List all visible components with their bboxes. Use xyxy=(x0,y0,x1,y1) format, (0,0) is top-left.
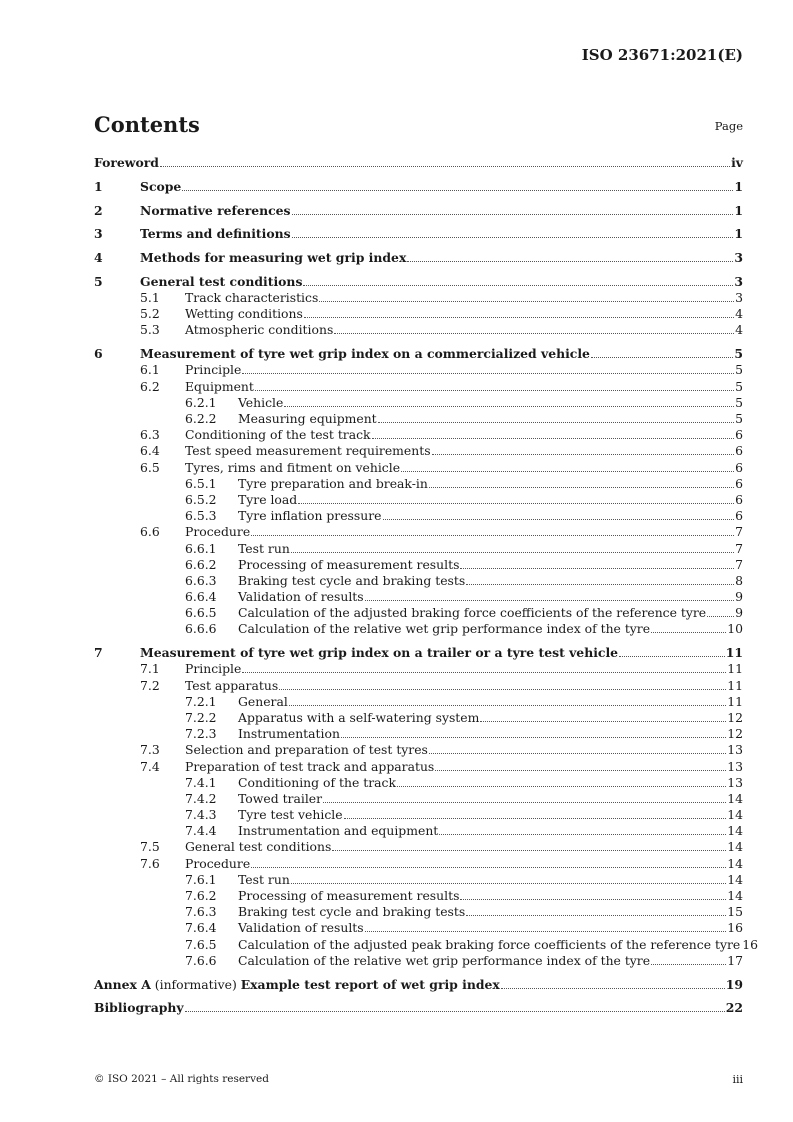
toc-entry-number: 7.5 xyxy=(140,839,160,855)
toc-entry-page: 5 xyxy=(735,411,743,426)
toc-entry-number: 7.6.3 xyxy=(185,904,217,920)
toc-entry[interactable] xyxy=(94,203,743,219)
toc-entry[interactable] xyxy=(94,839,743,855)
dot-leader xyxy=(319,290,734,302)
toc-entry[interactable] xyxy=(94,250,743,266)
toc-entry[interactable] xyxy=(94,306,743,322)
toc-entry[interactable] xyxy=(94,508,743,524)
toc-entry-page: 4 xyxy=(735,306,743,322)
dot-leader xyxy=(185,1000,725,1012)
toc-entry[interactable] xyxy=(94,541,743,557)
toc-entry-number: 7.6 xyxy=(140,855,160,871)
toc-entry-page: 11 xyxy=(727,677,743,693)
dot-leader xyxy=(298,492,734,504)
toc-entry-page: 15 xyxy=(727,904,743,920)
toc-entry-page: iv xyxy=(731,155,743,170)
toc-entry-number: 1 xyxy=(94,178,103,194)
toc-entry[interactable] xyxy=(94,823,743,839)
toc-entry-title: Tyre load xyxy=(238,491,298,507)
toc-entry[interactable] xyxy=(94,524,743,540)
toc-entry-page: 6 xyxy=(735,491,743,507)
toc-entry-number: 6.2.1 xyxy=(185,394,217,410)
toc-entry-page: 7 xyxy=(735,556,743,572)
toc-entry-number: 7.4 xyxy=(140,758,160,774)
toc-entry-title: Vehicle xyxy=(238,394,284,410)
dot-leader xyxy=(429,476,734,488)
dot-leader xyxy=(466,573,734,585)
toc-entry[interactable] xyxy=(94,362,743,378)
toc-entry-page: 3 xyxy=(734,273,743,289)
dot-leader xyxy=(397,775,726,787)
dot-leader xyxy=(291,541,734,553)
toc-entry[interactable] xyxy=(94,427,743,443)
toc-entry-number: 7.6.6 xyxy=(185,952,217,968)
toc-entry-number: 6.6.2 xyxy=(185,556,217,572)
dot-leader xyxy=(372,427,735,439)
toc-entry-title: Tyre inflation pressure xyxy=(238,508,382,524)
toc-entry[interactable] xyxy=(94,411,743,427)
toc-entry-page: 16 xyxy=(742,936,759,952)
dot-leader xyxy=(304,306,734,318)
toc-entry-page: 14 xyxy=(727,855,743,871)
dot-leader xyxy=(292,203,734,215)
toc-entry-page: 6 xyxy=(735,459,743,475)
dot-leader xyxy=(407,250,733,262)
toc-entry-page: 1 xyxy=(734,226,743,242)
dot-leader xyxy=(160,155,730,167)
toc-entry[interactable] xyxy=(94,710,743,726)
toc-entry-title: Calculation of the adjusted peak braking force coefficients of the reference tyre xyxy=(238,936,741,952)
dot-leader xyxy=(401,460,734,472)
dot-leader xyxy=(432,443,735,455)
toc-entry[interactable] xyxy=(94,936,759,953)
toc-entry-title: Test run xyxy=(238,540,290,556)
toc-entry-page: 9 xyxy=(735,605,743,621)
toc-entry-page: 1 xyxy=(734,202,743,218)
toc-entry-number: 6.2 xyxy=(140,378,160,394)
toc-entry[interactable] xyxy=(94,645,743,661)
toc-entry-page: 14 xyxy=(727,790,743,806)
toc-entry-page: 11 xyxy=(725,645,743,661)
toc-entry-title: Measuring equipment xyxy=(238,411,377,426)
dot-leader xyxy=(460,888,726,900)
toc-entry-title: Validation of results xyxy=(238,589,364,605)
toc-entry[interactable] xyxy=(94,977,743,993)
toc-entry-page: 11 xyxy=(727,693,743,709)
toc-entry-number: 7.4.4 xyxy=(185,823,217,839)
toc-entry-number: 6.2.2 xyxy=(185,411,217,426)
toc-entry-title: Terms and definitions xyxy=(140,226,291,242)
annex-type: (informative) xyxy=(150,976,241,992)
dot-leader xyxy=(289,694,726,706)
dot-leader xyxy=(344,807,727,819)
toc-entry-title: Tyre preparation and break-in xyxy=(238,475,428,491)
toc-entry-page: 3 xyxy=(734,250,743,266)
toc-entry[interactable] xyxy=(94,346,743,362)
dot-leader xyxy=(303,274,733,286)
toc-entry-page: 14 xyxy=(727,871,743,887)
document-id: ISO 23671:2021(E) xyxy=(581,46,743,64)
toc-entry-title: Instrumentation xyxy=(238,726,340,742)
toc-entry[interactable] xyxy=(94,226,743,242)
toc-entry-title: Equipment xyxy=(185,378,254,394)
toc-entry-title: Instrumentation and equipment xyxy=(238,823,439,839)
toc-entry-number: 7.4.1 xyxy=(185,774,217,790)
toc-entry[interactable] xyxy=(94,856,743,872)
copyright-notice: © ISO 2021 – All rights reserved xyxy=(94,1073,269,1085)
dot-leader xyxy=(591,346,733,358)
toc-entry-title: Atmospheric conditions xyxy=(185,322,334,338)
toc-entry[interactable] xyxy=(94,920,743,936)
toc-entry[interactable] xyxy=(94,460,743,476)
toc-entry[interactable] xyxy=(94,678,743,694)
toc-entry[interactable] xyxy=(94,759,743,775)
toc-entry-page: 6 xyxy=(735,475,743,491)
toc-entry-number: 7.1 xyxy=(140,661,160,677)
toc-entry-number: 7.4.2 xyxy=(185,790,217,806)
toc-entry-page: 9 xyxy=(735,589,743,605)
toc-entry[interactable] xyxy=(94,179,743,195)
dot-leader xyxy=(255,379,734,391)
dot-leader xyxy=(284,395,734,407)
toc-entry-title: Foreword xyxy=(94,155,159,170)
toc-entry-number: 6.4 xyxy=(140,443,160,459)
toc-entry-title: Processing of measurement results xyxy=(238,556,460,572)
toc-entry-page: 6 xyxy=(735,508,743,524)
toc-entry-title: Conditioning of the test track xyxy=(185,427,371,443)
dot-leader xyxy=(292,226,734,238)
toc-entry-number: 7.2.1 xyxy=(185,693,217,709)
toc-entry[interactable] xyxy=(94,621,743,637)
toc-entry-page: 13 xyxy=(727,758,743,774)
toc-entry-number: 6.5.2 xyxy=(185,491,217,507)
toc-entry-page: 14 xyxy=(727,839,743,855)
toc-entry-title: Procedure xyxy=(185,855,251,871)
toc-entry-page: 13 xyxy=(727,742,743,758)
toc-entry[interactable] xyxy=(94,395,743,411)
dot-leader xyxy=(651,953,726,965)
toc-entry-title: Calculation of the relative wet grip performance index of the tyre xyxy=(238,952,651,968)
toc-entry[interactable] xyxy=(94,589,743,605)
toc-entry-page: 5 xyxy=(735,362,743,378)
annex-title: Example test report of wet grip index xyxy=(240,976,500,992)
toc-entry-number: 6.6.5 xyxy=(185,605,217,621)
toc-entry-title xyxy=(94,977,500,993)
contents-title: Contents xyxy=(94,112,200,137)
toc-entry[interactable] xyxy=(94,492,743,508)
toc-entry-title: Methods for measuring wet grip index xyxy=(140,250,407,266)
dot-leader xyxy=(291,872,726,884)
dot-leader xyxy=(501,977,725,989)
toc-entry-title: Validation of results xyxy=(238,920,364,936)
toc-entry-title: Test run xyxy=(238,871,290,887)
toc-entry-title: Towed trailer xyxy=(238,790,323,806)
toc-entry[interactable] xyxy=(94,904,743,920)
toc-entry-title: Bibliography xyxy=(94,1000,184,1016)
toc-entry-number: 3 xyxy=(94,226,103,242)
toc-entry[interactable] xyxy=(94,661,743,677)
toc-entry-number: 7.2.2 xyxy=(185,709,217,725)
dot-leader xyxy=(429,742,726,754)
toc-entry-title: Processing of measurement results xyxy=(238,888,460,904)
dot-leader xyxy=(378,411,734,423)
toc-entry-page: 8 xyxy=(735,572,743,588)
toc-entry[interactable] xyxy=(94,775,743,791)
toc-entry-page: 14 xyxy=(727,888,743,904)
toc-entry-page: 13 xyxy=(727,774,743,790)
toc-entry-title: Calculation of the adjusted braking force coefficients of the reference tyre xyxy=(238,605,707,621)
toc-entry[interactable] xyxy=(94,726,743,742)
dot-leader xyxy=(251,856,726,868)
toc-entry[interactable] xyxy=(94,605,743,621)
toc-entry-title: Principle xyxy=(185,362,242,378)
toc-entry-number: 7.6.4 xyxy=(185,920,217,936)
toc-entry-title: Tyres, rims and fitment on vehicle xyxy=(185,459,401,475)
toc-entry-page: 1 xyxy=(734,178,743,194)
dot-leader xyxy=(460,557,734,569)
toc-entry-page: 5 xyxy=(735,378,743,394)
toc-entry-number: 5 xyxy=(94,273,103,289)
toc-entry-title: Test speed measurement requirements xyxy=(185,443,431,459)
toc-entry[interactable] xyxy=(94,573,743,589)
toc-entry-number: 7.6.1 xyxy=(185,871,217,887)
toc-entry-title: Test apparatus xyxy=(185,677,279,693)
toc-entry-number: 7.3 xyxy=(140,742,160,758)
toc-entry-number: 6.6.6 xyxy=(185,621,217,637)
toc-entry[interactable] xyxy=(94,476,743,492)
toc-entry-title: General test conditions xyxy=(140,273,303,289)
dot-leader xyxy=(242,362,734,374)
toc-entry-page: 14 xyxy=(727,823,743,839)
toc-entry-title: Conditioning of the track xyxy=(238,774,396,790)
toc-entry-number: 5.2 xyxy=(140,306,160,322)
toc-entry[interactable] xyxy=(94,888,743,904)
dot-leader xyxy=(279,678,726,690)
dot-leader xyxy=(182,179,733,191)
dot-leader xyxy=(480,710,726,722)
toc-entry-number: 6.6.3 xyxy=(185,572,217,588)
toc-entry-title: General xyxy=(238,693,288,709)
toc-entry-number: 7.2.3 xyxy=(185,726,217,742)
toc-entry[interactable] xyxy=(94,557,743,573)
toc-entry-page: 14 xyxy=(727,807,743,823)
dot-leader xyxy=(439,823,726,835)
toc-entry-number: 6.5.1 xyxy=(185,475,217,491)
dot-leader xyxy=(242,661,726,673)
dot-leader xyxy=(323,791,726,803)
toc-entry-page: 22 xyxy=(725,1000,743,1016)
toc-entry-title: Braking test cycle and braking tests xyxy=(238,572,466,588)
toc-entry[interactable] xyxy=(94,694,743,710)
toc-entry-page: 7 xyxy=(735,524,743,540)
toc-entry-title: Normative references xyxy=(140,202,291,218)
page-column-label: Page xyxy=(714,119,743,133)
toc-entry-page: 4 xyxy=(735,322,743,338)
toc-entry-number: 6 xyxy=(94,346,103,362)
toc-entry-title: Preparation of test track and apparatus xyxy=(185,758,435,774)
toc-entry-number: 6.6 xyxy=(140,524,160,540)
toc-entry[interactable] xyxy=(94,953,743,969)
toc-entry-number: 7 xyxy=(94,645,103,661)
table-of-contents xyxy=(94,155,759,1017)
toc-entry-title: Calculation of the relative wet grip performance index of the tyre xyxy=(238,621,651,637)
toc-entry-page: 6 xyxy=(735,443,743,459)
toc-entry-number: 6.5 xyxy=(140,459,160,475)
toc-entry-title: Tyre test vehicle xyxy=(238,807,343,823)
toc-entry-title: Selection and preparation of test tyres xyxy=(185,742,428,758)
dot-leader xyxy=(334,322,734,334)
toc-entry-title: Braking test cycle and braking tests xyxy=(238,904,466,920)
toc-entry[interactable] xyxy=(94,155,743,171)
dot-leader xyxy=(619,645,725,657)
page-number: iii xyxy=(732,1073,743,1086)
toc-entry-number: 5.3 xyxy=(140,322,160,338)
toc-entry-title: Procedure xyxy=(185,524,251,540)
toc-entry-page: 12 xyxy=(727,726,743,742)
toc-entry-number: 6.1 xyxy=(140,362,160,378)
dot-leader xyxy=(383,508,735,520)
toc-entry-page: 7 xyxy=(735,540,743,556)
toc-entry-page: 17 xyxy=(727,952,743,968)
toc-entry-number: 4 xyxy=(94,250,103,266)
dot-leader xyxy=(466,904,726,916)
toc-entry[interactable] xyxy=(94,807,743,823)
toc-entry[interactable] xyxy=(94,379,743,395)
toc-entry-page: 11 xyxy=(727,661,743,677)
toc-entry-number: 2 xyxy=(94,202,103,218)
toc-entry-page: 19 xyxy=(725,976,743,992)
toc-entry-number: 5.1 xyxy=(140,290,160,306)
toc-entry-title: General test conditions xyxy=(185,839,332,855)
toc-entry-number: 7.6.5 xyxy=(185,936,217,952)
toc-entry-title: Principle xyxy=(185,661,242,677)
toc-entry-page: 6 xyxy=(735,427,743,443)
toc-entry-page: 5 xyxy=(734,346,743,362)
toc-entry-title: Measurement of tyre wet grip index on a commercialized vehicle xyxy=(140,346,590,362)
annex-label: Annex A xyxy=(94,976,151,992)
dot-leader xyxy=(365,589,734,601)
toc-entry[interactable] xyxy=(94,322,743,338)
toc-entry-title: Apparatus with a self-watering system xyxy=(238,709,480,725)
toc-entry-number: 7.2 xyxy=(140,677,160,693)
toc-entry[interactable] xyxy=(94,1000,743,1016)
toc-entry[interactable] xyxy=(94,443,743,459)
toc-entry-page: 3 xyxy=(735,290,743,306)
toc-entry-number: 6.6.1 xyxy=(185,540,217,556)
dot-leader xyxy=(365,920,727,932)
dot-leader xyxy=(707,605,734,617)
toc-entry[interactable] xyxy=(94,872,743,888)
toc-entry[interactable] xyxy=(94,290,743,306)
toc-entry-page: 5 xyxy=(735,394,743,410)
toc-entry-title: Scope xyxy=(140,178,182,194)
dot-leader xyxy=(435,759,726,771)
dot-leader xyxy=(651,621,726,633)
toc-entry-page: 12 xyxy=(727,709,743,725)
toc-entry[interactable] xyxy=(94,742,743,758)
dot-leader xyxy=(332,839,726,851)
toc-entry-number: 6.5.3 xyxy=(185,508,217,524)
toc-entry-number: 7.6.2 xyxy=(185,888,217,904)
toc-entry-page: 10 xyxy=(727,621,743,637)
toc-entry[interactable] xyxy=(94,274,743,290)
toc-entry[interactable] xyxy=(94,791,743,807)
toc-entry-title: Wetting conditions xyxy=(185,306,303,322)
dot-leader xyxy=(341,726,726,738)
toc-entry-number: 6.3 xyxy=(140,427,160,443)
toc-entry-page: 16 xyxy=(727,920,743,936)
toc-entry-title: Track characteristics xyxy=(185,290,319,306)
toc-entry-number: 6.6.4 xyxy=(185,589,217,605)
toc-entry-title: Measurement of tyre wet grip index on a trailer or a tyre test vehicle xyxy=(140,645,619,661)
toc-entry-number: 7.4.3 xyxy=(185,807,217,823)
dot-leader xyxy=(251,524,734,536)
